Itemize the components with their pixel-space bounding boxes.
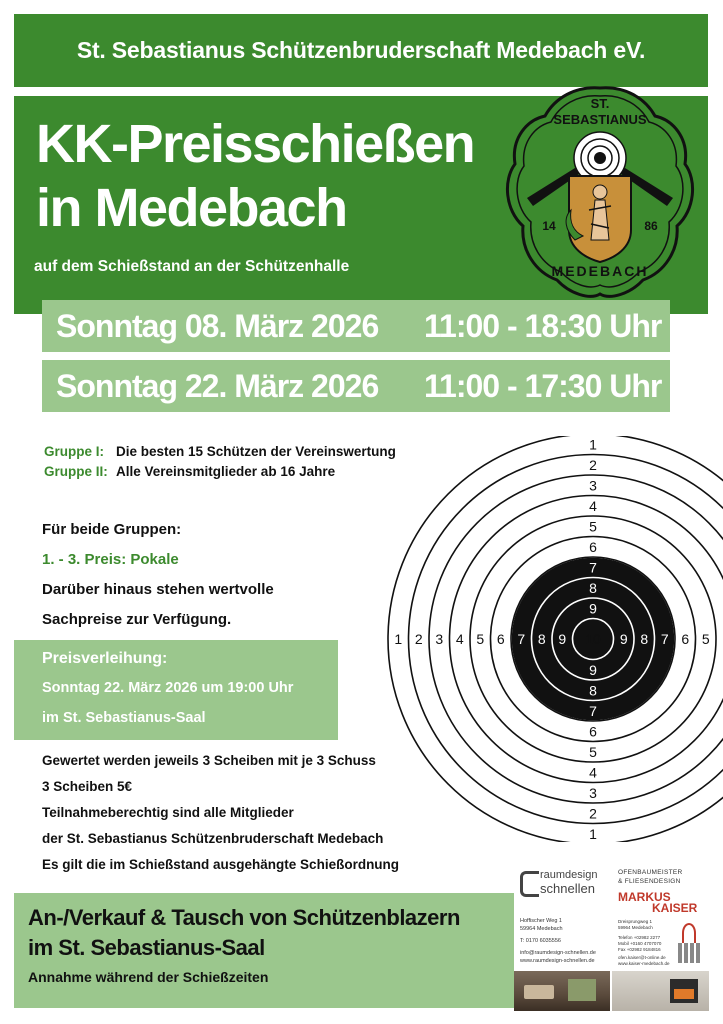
kaiser-address2: 59964 Medebach <box>618 925 653 930</box>
prize-line: 1. - 3. Preis: Pokale <box>42 551 179 568</box>
kaiser-line1: OFENBAUMEISTER <box>618 869 683 876</box>
raumdesign-phone: T: 0170 6035556 <box>520 938 561 944</box>
kaiser-photo <box>612 971 709 1011</box>
raumdesign-logo-icon <box>520 871 539 897</box>
kaiser-name1: MARKUS <box>618 890 671 904</box>
kaiser-logo-icon <box>678 923 702 963</box>
extra-prize-line2: Sachpreise zur Verfügung. <box>42 611 232 628</box>
kaiser-email: ofen.kaiser@t-online.de <box>618 955 666 960</box>
date-1-day: Sonntag 08. März 2026 <box>56 307 379 344</box>
group-text: Die besten 15 Schützen der Vereinswertung <box>116 444 396 459</box>
target-number-top: 4 <box>589 497 597 514</box>
headline-subtitle: auf dem Schießstand an der Schützenhalle <box>34 258 350 275</box>
target-number-bottom: 1 <box>589 825 597 842</box>
date-1-time: 11:00 - 18:30 Uhr <box>424 307 662 344</box>
both-heading: Für beide Gruppen: <box>42 521 182 538</box>
target-number-left: 9 <box>558 631 567 647</box>
kaiser-line2: & FLIESENDESIGN <box>618 878 681 885</box>
top-banner <box>14 14 708 87</box>
rule-line: Teilnahmeberechtig sind alle Mitglieder <box>42 805 294 820</box>
emblem-top-text: ST. <box>590 96 610 111</box>
target-number-right: 8 <box>640 631 649 647</box>
target-number-bottom: 9 <box>589 661 597 678</box>
brotherhood-emblem <box>505 80 695 300</box>
kaiser-phone: Telefon +02982 2277 <box>618 935 661 940</box>
target-number-top: 3 <box>589 477 597 494</box>
rule-line: der St. Sebastianus Schützenbruderschaft Medebach <box>42 831 384 846</box>
target-number-bottom: 4 <box>589 764 597 781</box>
kaiser-mobil: Mobil +0160 4707070 <box>618 941 662 946</box>
target-number-left: 7 <box>517 631 526 647</box>
target-number-top: 5 <box>589 518 597 535</box>
blazer-line3: Annahme während der Schießzeiten <box>28 969 269 985</box>
group-text: Alle Vereinsmitglieder ab 16 Jahre <box>116 464 336 479</box>
kaiser-fax: Fax +02982 9184816 <box>618 947 661 952</box>
ceremony-date: Sonntag 22. März 2026 um 19:00 Uhr <box>42 680 294 696</box>
group-row <box>44 442 396 462</box>
rule-line: Gewertet werden jeweils 3 Scheiben mit je 3 Schuss <box>42 753 376 768</box>
target-number-bottom: 2 <box>589 805 597 822</box>
target-number-top: 8 <box>589 579 597 596</box>
ceremony-heading: Preisverleihung: <box>42 650 168 667</box>
sponsor-kaiser <box>612 863 709 1011</box>
banner-title: St. Sebastianus Schützenbruderschaft Medebach eV. <box>76 37 646 63</box>
target-number-top: 9 <box>589 600 597 617</box>
sponsor-raumdesign <box>514 863 610 1011</box>
raumdesign-web: www.raumdesign-schnellen.de <box>520 958 595 964</box>
headline-line1: KK-Preisschießen <box>36 114 475 174</box>
target-number-right: 9 <box>619 631 628 647</box>
target-number-left: 4 <box>455 631 464 647</box>
target-number-right: 7 <box>660 631 669 647</box>
kaiser-web: www.kaiser-medebach.de <box>618 961 670 966</box>
raumdesign-brand2: schnellen <box>540 881 595 896</box>
target-number-left: 3 <box>435 631 444 647</box>
raumdesign-brand1: raumdesign <box>540 869 598 881</box>
target-number-top: 7 <box>589 559 597 576</box>
date-2-time: 11:00 - 17:30 Uhr <box>424 367 662 404</box>
target-number-top: 6 <box>589 538 597 555</box>
rule-line: Es gilt die im Schießstand ausgehängte Schießordnung <box>42 857 400 872</box>
date-2-day: Sonntag 22. März 2026 <box>56 367 379 404</box>
kaiser-address1: Dreisprungweg 1 <box>618 919 653 924</box>
date-box-2 <box>42 360 670 412</box>
extra-prize-line1: Darüber hinaus stehen wertvolle <box>42 581 274 598</box>
headline-line2: in Medebach <box>36 178 347 238</box>
group-label: Gruppe II: <box>44 464 108 479</box>
group-row <box>44 462 396 482</box>
ceremony-box <box>14 640 338 740</box>
blazer-line1: An-/Verkauf & Tausch von Schützenblazern <box>28 905 460 930</box>
target-number-center: 10 <box>585 631 601 647</box>
kaiser-name2: KAISER <box>652 901 698 915</box>
target-number-left: 8 <box>537 631 546 647</box>
raumdesign-address2: 59964 Medebach <box>520 926 563 932</box>
emblem-name-text: SEBASTIANUS <box>553 112 647 127</box>
raumdesign-photo <box>514 971 610 1011</box>
blazer-box <box>14 893 514 1008</box>
target-number-top: 2 <box>589 456 597 473</box>
target-number-bottom: 7 <box>589 702 597 719</box>
groups-list <box>44 442 396 482</box>
target-number-top: 1 <box>589 436 597 453</box>
emblem-year-right: 86 <box>644 219 658 233</box>
target-number-left: 5 <box>476 631 485 647</box>
rule-line: 3 Scheiben 5€ <box>42 779 133 794</box>
target-number-bottom: 6 <box>589 723 597 740</box>
emblem-bottom-text: MEDEBACH <box>551 263 649 279</box>
emblem-year-left: 14 <box>542 219 556 233</box>
target-number-right: 6 <box>681 631 690 647</box>
blazer-line2: im St. Sebastianus-Saal <box>28 935 265 960</box>
ceremony-place: im St. Sebastianus-Saal <box>42 710 206 726</box>
raumdesign-address1: Hoffischer Weg 1 <box>520 918 562 924</box>
target-number-bottom: 3 <box>589 784 597 801</box>
target-number-bottom: 5 <box>589 743 597 760</box>
rules-list <box>42 748 399 878</box>
shooting-target <box>380 436 723 842</box>
target-number-left: 6 <box>496 631 505 647</box>
date-box-1 <box>42 300 670 352</box>
both-groups-section <box>42 515 274 635</box>
target-number-left: 2 <box>414 631 423 647</box>
target-number-bottom: 8 <box>589 682 597 699</box>
group-label: Gruppe I: <box>44 444 104 459</box>
target-number-left: 1 <box>394 631 403 647</box>
raumdesign-email: info@raumdesign-schnellen.de <box>520 950 596 956</box>
target-number-right: 5 <box>701 631 710 647</box>
